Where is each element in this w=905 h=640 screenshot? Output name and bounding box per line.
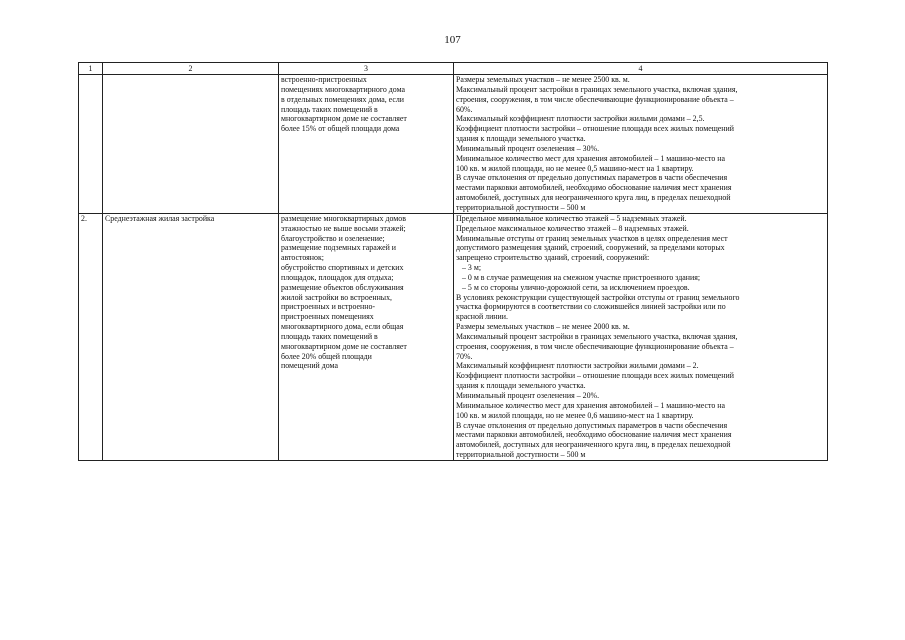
parameter-line: Минимальные отступы от границ земельных участков в целях определения мест [456, 233, 728, 243]
parameter-line: территориальной доступности – 500 м [456, 450, 586, 460]
parameter-line: – 3 м; [462, 263, 482, 273]
header-col-1: 1 [79, 63, 103, 75]
parameter-line: Минимальное количество мест для хранения автомобилей – 1 машино-место на [456, 153, 725, 163]
parameter-line: Размеры земельных участков – не менее 2500 кв. м. [456, 75, 630, 84]
permitted-use-line: помещений дома [281, 361, 338, 371]
parameter-line: Максимальный коэффициент плотности застройки жилыми домами – 2. [456, 361, 699, 371]
parameter-line: Предельное минимальное количество этажей – 5 надземных этажей. [456, 213, 687, 223]
permitted-use-line: многоквартирного дома, если общая [281, 322, 404, 332]
parameter-line: Минимальный процент озеленения – 20%. [456, 391, 600, 400]
parameter-line: – 0 м в случае размещения на смежном участке пристроенного здания; [462, 272, 701, 282]
parameter-line: 100 кв. м жилой площади, но не менее 0,6 машино-мест на 1 квартиру. [456, 410, 694, 420]
parameters-cell [454, 75, 828, 214]
parameter-line: Коэффициент плотности застройки – отношение площади всех жилых помещений [456, 371, 734, 381]
parameter-line: – 5 м со стороны улично-дорожной сети, за исключением проездов. [462, 282, 690, 292]
parameter-line: автомобилей, доступных для неограниченного круга лиц, в пределах пешеходной [456, 440, 731, 450]
header-col-4: 4 [454, 63, 828, 75]
parameter-line: участка формируются в соответствии со сложившейся линией застройки или по [456, 302, 726, 312]
permitted-use-line: более 20% общей площади [281, 351, 372, 361]
permitted-use-line: размещение многоквартирных домов [281, 213, 406, 223]
permitted-use-line: пристроенных и встроенно- [281, 302, 376, 312]
parameter-line: Минимальное количество мест для хранения автомобилей – 1 машино-место на [456, 400, 725, 410]
permitted-uses-cell [279, 213, 454, 460]
parameter-line: строения, сооружения, в том числе обеспечивающие функционирование объекта – [456, 341, 734, 351]
parameter-line: Максимальный процент застройки в границах земельного участка, включая здания, [456, 331, 738, 341]
parameter-line: Минимальный процент озеленения – 30%. [456, 143, 600, 153]
permitted-use-line: площадь таких помещений в [281, 331, 378, 341]
permitted-use-line: благоустройство и озеленение; [281, 233, 385, 243]
permitted-use-line: многоквартирном доме не составляет [281, 114, 407, 124]
parameter-line: Коэффициент плотности застройки – отношение площади всех жилых помещений [456, 124, 734, 134]
permitted-use-line: обустройство спортивных и детских [281, 263, 404, 273]
parameter-line: Максимальный коэффициент плотности застройки жилыми домами – 2,5. [456, 114, 705, 124]
permitted-use-line: площадь таких помещений в [281, 104, 378, 114]
header-col-3: 3 [279, 63, 454, 75]
parameter-line: В случае отклонения от предельно допустимых параметров в части обеспечения [456, 173, 728, 183]
zoning-table [78, 62, 828, 461]
parameter-line: строения, сооружения, в том числе обеспечивающие функционирование объекта – [456, 94, 734, 104]
parameter-line: здания к площади земельного участка. [456, 134, 586, 144]
parameter-line: Предельное максимальное количество этажей – 8 надземных этажей. [456, 223, 689, 233]
permitted-use-line: жилой застройки во встроенных, [281, 292, 393, 302]
parameter-line: запрещено строительство зданий, строений, сооружений: [456, 253, 650, 263]
zone-name-cell [103, 75, 279, 214]
parameter-line: 100 кв. м жилой площади, но не менее 0,5 машино-мест на 1 квартиру. [456, 163, 694, 173]
permitted-use-line: многоквартирном доме не составляет [281, 341, 407, 351]
zone-name-cell: Среднеэтажная жилая застройка [103, 213, 279, 460]
parameter-line: местами парковки автомобилей, необходимо обоснование наличия мест хранения [456, 183, 732, 193]
row-number-cell: 2. [79, 213, 103, 460]
parameter-line: красной линии. [456, 312, 508, 322]
permitted-use-line: более 15% от общей площади дома [281, 124, 400, 134]
permitted-use-line: помещениях многоквартирного дома [281, 84, 406, 94]
table-row [79, 213, 828, 460]
permitted-use-line: этажностью не выше восьми этажей; [281, 223, 406, 233]
table-header-row [79, 63, 828, 75]
parameter-line: автомобилей, доступных для неограниченного круга лиц, в пределах пешеходной [456, 193, 731, 203]
permitted-use-line: размещение подземных гаражей и [281, 243, 397, 253]
parameter-line: В случае отклонения от предельно допустимых параметров в части обеспечения [456, 420, 728, 430]
parameter-line: Размеры земельных участков – не менее 2000 кв. м. [456, 322, 630, 332]
parameter-line: территориальной доступности – 500 м [456, 202, 586, 212]
parameter-line: здания к площади земельного участка. [456, 381, 586, 391]
parameter-line: Максимальный процент застройки в границах земельного участка, включая здания, [456, 84, 738, 94]
permitted-use-line: автостоянок; [281, 253, 324, 263]
parameter-line: допустимого размещения зданий, строений, сооружений, за пределами которых [456, 243, 725, 253]
permitted-use-line: пристроенных помещениях [281, 312, 374, 322]
parameter-line: 70%. [456, 351, 473, 361]
parameters-cell [454, 213, 828, 460]
header-col-2: 2 [103, 63, 279, 75]
permitted-use-line: встроенно-пристроенных [281, 75, 367, 84]
parameter-line: местами парковки автомобилей, необходимо обоснование наличия мест хранения [456, 430, 732, 440]
parameter-line: 60%. [456, 104, 473, 114]
page-number: 107 [444, 34, 461, 46]
table-row [79, 75, 828, 214]
permitted-use-line: площадок, площадок для отдыха; [281, 272, 394, 282]
parameter-line: В условиях реконструкции существующей застройки отступы от границ земельного [456, 292, 740, 302]
permitted-uses-cell [279, 75, 454, 214]
permitted-use-line: в отдельных помещениях дома, если [281, 94, 405, 104]
row-number-cell [79, 75, 103, 214]
permitted-use-line: размещение объектов обслуживания [281, 282, 404, 292]
